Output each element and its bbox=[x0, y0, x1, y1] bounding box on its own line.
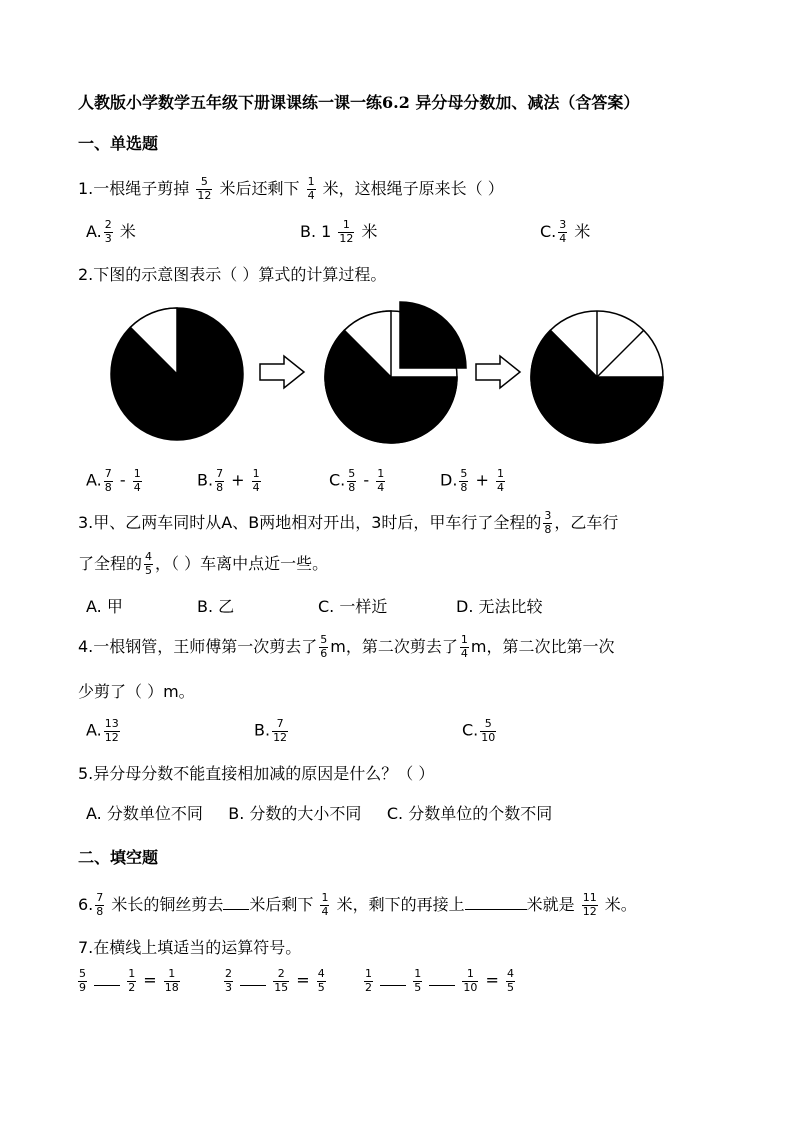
operator-blank[interactable] bbox=[380, 971, 406, 986]
section-heading-fill-blank: 二、填空题 bbox=[78, 848, 159, 867]
q2-option-a[interactable]: A. $\frac{7}{8}$ - $\frac{1}{4}$ bbox=[86, 467, 141, 494]
pie-minus-quarter bbox=[325, 302, 466, 443]
page-title: 人教版小学数学五年级下册课课练一课一练6.2 异分母分数加、减法（含答案） bbox=[78, 93, 640, 112]
q7-expression-2: $\frac{2}{3}$ $\frac{2}{15}$ = $\frac{4}{5}$ bbox=[225, 967, 325, 994]
fraction: $\frac{5}{12}$ bbox=[197, 175, 212, 202]
question-2: 2.下图的示意图表示（ ）算式的计算过程。 bbox=[78, 265, 387, 284]
q1-option-a[interactable]: A. $\frac{2}{3}$ 米 bbox=[86, 218, 136, 245]
q3-option-d[interactable]: D. 无法比较 bbox=[456, 597, 543, 616]
q1-text-c: 米，这根绳子原来长（ ） bbox=[322, 179, 504, 198]
q1-text-b: 米后还剩下 bbox=[219, 179, 300, 198]
q3-option-a[interactable]: A. 甲 bbox=[86, 597, 123, 616]
q4-option-b[interactable]: B. $\frac{7}{12}$ bbox=[254, 717, 288, 744]
pie-diagram bbox=[100, 300, 680, 450]
q1-option-c[interactable]: C. $\frac{3}{4}$ 米 bbox=[540, 218, 591, 245]
q7-expression-3: $\frac{1}{2}$ $\frac{1}{5}$ $\frac{1}{10}$ = $\frac{4}{5}$ bbox=[365, 967, 514, 994]
q1-text-a: 1.一根绳子剪掉 bbox=[78, 179, 190, 198]
pie-result bbox=[531, 311, 663, 443]
arrow-icon bbox=[476, 356, 520, 388]
answer-blank[interactable] bbox=[465, 895, 527, 910]
fraction: $\frac{1}{4}$ bbox=[307, 175, 315, 202]
answer-blank[interactable] bbox=[223, 895, 249, 910]
q3-option-c[interactable]: C. 一样近 bbox=[318, 597, 388, 616]
pie-whole-seven-eighths bbox=[111, 308, 243, 440]
q2-option-b[interactable]: B. $\frac{7}{8}$ + $\frac{1}{4}$ bbox=[197, 467, 260, 494]
question-4-line-1: 4.一根钢管，王师傅第一次剪去了 $\frac{5}{6}$ m，第二次剪去了 $\frac{1}{4}$ m，第二次比第一次 bbox=[78, 633, 615, 660]
question-6: 6. $\frac{7}{8}$ 米长的铜丝剪去 米后剩下 $\frac{1}{4}$ 米，剩下的再接上 米就是 $\frac{11}{12}$ 米。 bbox=[78, 891, 637, 918]
question-3-line-1: 3.甲、乙两车同时从A、B两地相对开出，3时后，甲车行了全程的 $\frac{3}{8}$ ，乙车行 bbox=[78, 509, 619, 536]
question-5: 5.异分母分数不能直接相加减的原因是什么？（ ） bbox=[78, 764, 435, 783]
q5-options[interactable]: A. 分数单位不同 B. 分数的大小不同 C. 分数单位的个数不同 bbox=[86, 804, 553, 823]
q2-option-d[interactable]: D. $\frac{5}{8}$ + $\frac{1}{4}$ bbox=[440, 467, 504, 494]
q3-option-b[interactable]: B. 乙 bbox=[197, 597, 235, 616]
question-7: 7.在横线上填适当的运算符号。 bbox=[78, 938, 302, 957]
operator-blank[interactable] bbox=[240, 971, 266, 986]
q7-expression-1: $\frac{5}{9}$ $\frac{1}{2}$ = $\frac{1}{18}$ bbox=[79, 967, 179, 994]
operator-blank[interactable] bbox=[94, 971, 120, 986]
q2-option-c[interactable]: C. $\frac{5}{8}$ - $\frac{1}{4}$ bbox=[329, 467, 385, 494]
question-1 bbox=[78, 176, 504, 203]
q4-option-c[interactable]: C. $\frac{5}{10}$ bbox=[462, 717, 496, 744]
question-4-line-2: 少剪了（ ）m。 bbox=[78, 682, 195, 701]
q4-option-a[interactable]: A. $\frac{13}{12}$ bbox=[86, 717, 119, 744]
arrow-icon bbox=[260, 356, 304, 388]
q1-option-b[interactable]: B. 1 $\frac{1}{12}$ 米 bbox=[300, 218, 378, 245]
operator-blank[interactable] bbox=[429, 971, 455, 986]
section-heading-single-choice: 一、单选题 bbox=[78, 134, 159, 153]
question-3-line-2: 了全程的 $\frac{4}{5}$ ，（ ）车离中点近一些。 bbox=[78, 550, 329, 577]
